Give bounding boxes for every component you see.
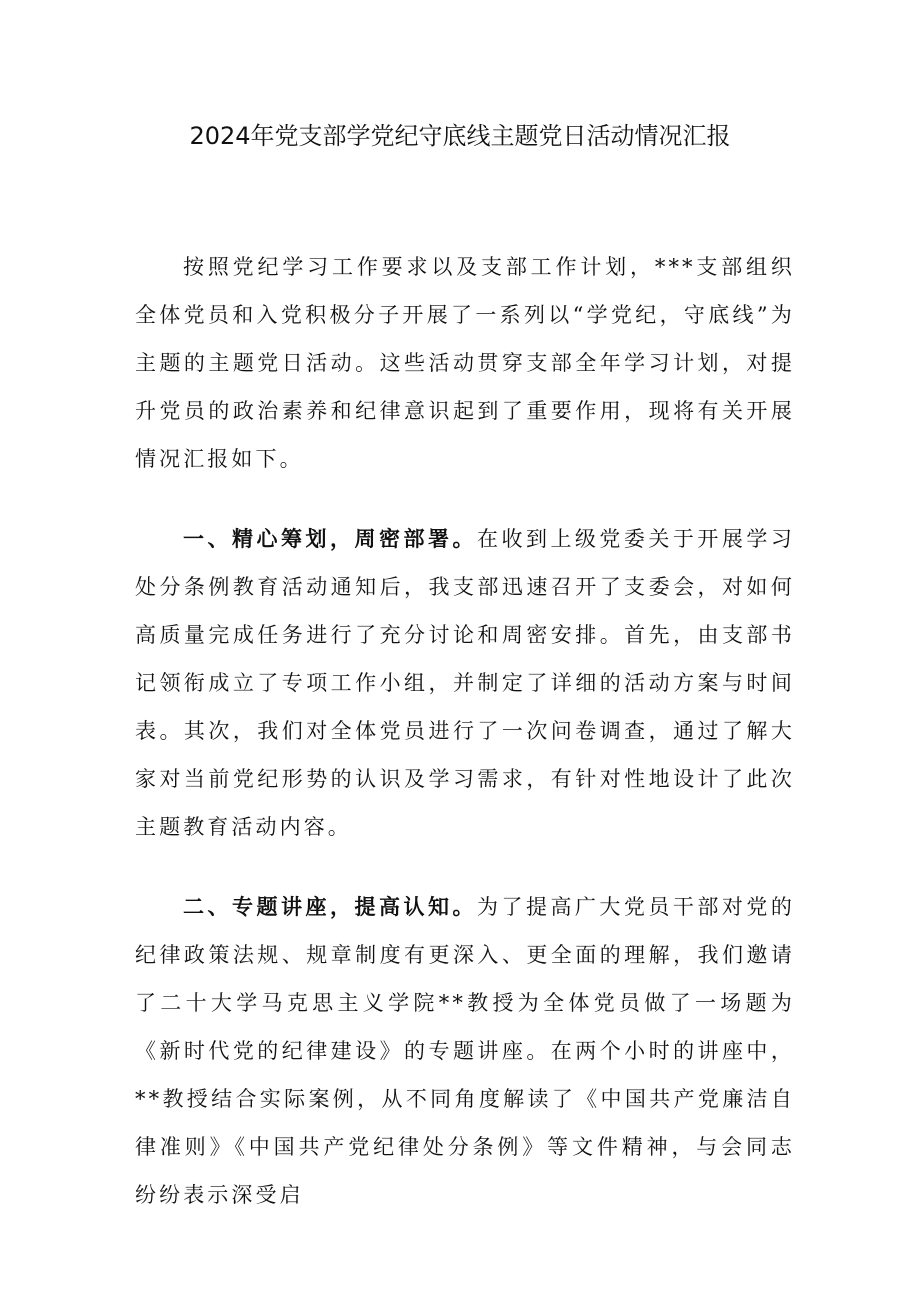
section-heading-1: 一、精心筹划，周密部署。 [183,526,477,551]
paragraph-section-2 [135,883,795,1219]
paragraph-intro [135,243,795,483]
paragraph-text: 在收到上级党委关于开展学习处分条例教育活动通知后，我支部迅速召开了支委会，对如何高质量完成任务进行了充分讨论和周密安排。首先，由支部书记领衔成立了专项工作小组，并制定了详细的活动方案与时间表。其次，我们对全体党员进行了一次问卷调查，通过了解大家对当前党纪形势的认识及学习需求，有针对性地设计了此次主题教育活动内容。 [135,527,795,839]
section-heading-2: 二、专题讲座，提高认知。 [183,894,477,919]
paragraph-text: 为了提高广大党员干部对党的纪律政策法规、规章制度有更深入、更全面的理解，我们邀请了二十大学马克思主义学院**教授为全体党员做了一场题为《新时代党的纪律建设》的专题讲座。在两个小时的讲座中，**教授结合实际案例，从不同角度解读了《中国共产党廉洁自律准则》《中国共产党纪律处分条例》等文件精神，与会同志纷纷表示深受启 [135,895,795,1207]
paragraph-section-1 [135,515,795,851]
paragraph-text: 按照党纪学习工作要求以及支部工作计划，***支部组织全体党员和入党积极分子开展了一系列以“学党纪，守底线”为主题的主题党日活动。这些活动贯穿支部全年学习计划，对提升党员的政治素养和纪律意识起到了重要作用，现将有关开展情况汇报如下。 [135,255,795,471]
document-title: 2024年党支部学党纪守底线主题党日活动情况汇报 [189,122,731,150]
